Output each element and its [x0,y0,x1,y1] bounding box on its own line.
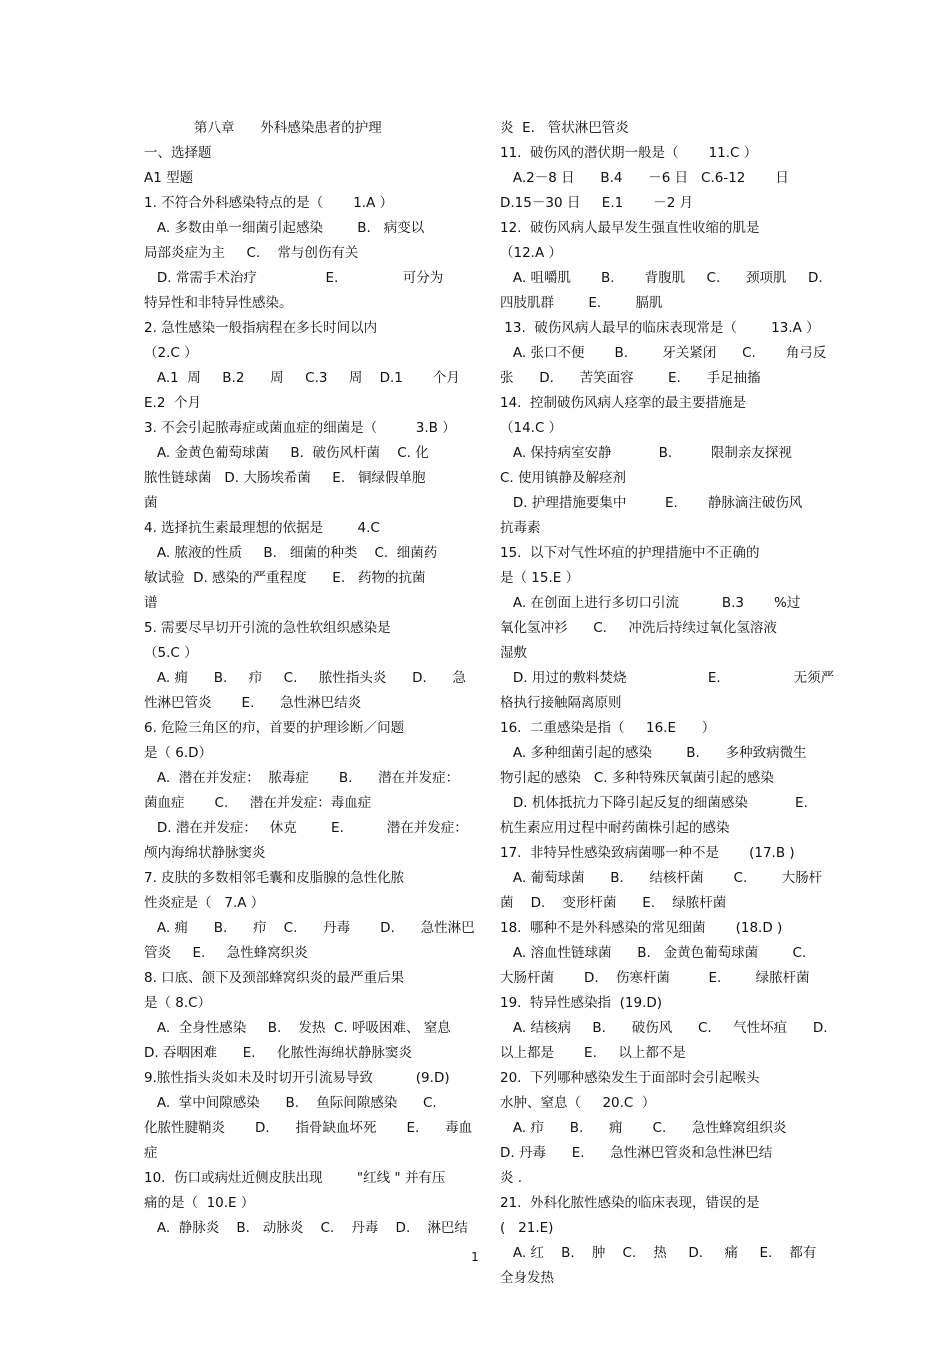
text-line: A. 多数由单一细菌引起感染 B. 病变以 [144,220,425,236]
text-line: 以上都是 E. 以上都不是 [500,1045,686,1061]
text-line: 9.脓性指头炎如未及时切开引流易导致 (9.D) [144,1070,450,1086]
text-line: 4. 选择抗生素最理想的依据是 4.C [144,520,380,536]
text-line: A. 溶血性链球菌 B. 金黄色葡萄球菌 C. [500,945,807,961]
text-line: 格执行接触隔离原则 [500,695,622,711]
text-line: D. 机体抵抗力下降引起反复的细菌感染 E. [500,795,808,811]
text-line: A. 金黄色葡萄球菌 B. 破伤风杆菌 C. 化 [144,445,429,461]
text-line: （2.C ） [144,345,198,361]
text-line: 14. 控制破伤风病人痉挛的最主要措施是 [500,395,747,411]
text-line: A. 咀嚼肌 B. 背腹肌 C. 颈项肌 D. [500,270,823,286]
text-line: 特异性和非特异性感染。 [144,295,293,311]
text-line: A. 张口不便 B. 牙关紧闭 C. 角弓反 [500,345,827,361]
text-line: 3. 不会引起脓毒症或菌血症的细菌是（ 3.B ） [144,420,456,436]
text-line: A. 掌中间隙感染 B. 鱼际间隙感染 C. [144,1095,437,1111]
text-line: 颅内海绵状静脉窦炎 [144,845,266,861]
text-line: 性淋巴管炎 E. 急性淋巴结炎 [144,695,362,711]
text-line: 菌 [144,495,158,511]
text-line: 5. 需要尽早切开引流的急性软组织感染是 [144,620,391,636]
text-line: 全身发热 [500,1270,554,1286]
text-line: 12. 破伤风病人最早发生强直性收缩的肌是 [500,220,760,236]
text-line: 大肠杆菌 D. 伤寒杆菌 E. 绿脓杆菌 [500,970,810,986]
text-line: C. 使用镇静及解痉剂 [500,470,627,486]
text-line: 物引起的感染 C. 多种特殊厌氧菌引起的感染 [500,770,774,786]
text-line: 菌 D. 变形杆菌 E. 绿脓杆菌 [500,895,727,911]
text-line: 是（ 8.C） [144,995,212,1011]
text-line: 局部炎症为主 C. 常与创伤有关 [144,245,359,261]
text-line: （5.C ） [144,645,198,661]
text-line: D. 潜在并发症： 休克 E. 潜在并发症： [144,820,468,836]
text-line: 管炎 E. 急性蜂窝织炎 [144,945,308,961]
text-line: 是（ 6.D） [144,745,213,761]
text-line: 15. 以下对气性坏疽的护理措施中不正确的 [500,545,760,561]
text-line: （14.C ） [500,420,563,436]
text-line: 脓性链球菌 D. 大肠埃希菌 E. 铜绿假单胞 [144,470,426,486]
text-line: A. 脓液的性质 B. 细菌的种类 C. 细菌药 [144,545,438,561]
text-line: 谱 [144,595,158,611]
text-line: A. 在创面上进行多切口引流 B.3 %过 [500,595,801,611]
text-line: 菌血症 C. 潜在并发症：毒血症 [144,795,372,811]
text-line: 13. 破伤风病人最早的临床表现常是（ 13.A ） [500,320,820,336]
text-line: 炎 . [500,1170,523,1186]
text-line: A. 潜在并发症： 脓毒症 B. 潜在并发症： [144,770,460,786]
text-line: 四肢肌群 E. 膈肌 [500,295,663,311]
text-line: 20. 下列哪种感染发生于面部时会引起喉头 [500,1070,760,1086]
text-line: 是（ 15.E ） [500,570,580,586]
text-line: A. 痈 B. 疖 C. 丹毒 D. 急性淋巴 [144,920,475,936]
text-line: A. 红 B. 肿 C. 热 D. 痛 E. 都有 [500,1245,817,1261]
text-line: 11. 破伤风的潜伏期一般是（ 11.C ） [500,145,758,161]
text-line: 8. 口底、颌下及颈部蜂窝织炎的最严重后果 [144,970,405,986]
text-line: 性炎症是（ 7.A ） [144,895,265,911]
text-line: 敏试验 D. 感染的严重程度 E. 药物的抗菌 [144,570,426,586]
text-line: 氧化氢冲衫 C. 冲洗后持续过氧化氢溶液 [500,620,777,636]
text-line: 10. 伤口或病灶近侧皮肤出现 "红线 " 并有压 [144,1170,446,1186]
text-line: （12.A ） [500,245,562,261]
text-line: 张 D. 苦笑面容 E. 手足抽搐 [500,370,761,386]
text-line: A. 疖 B. 痈 C. 急性蜂窝组织炎 [500,1120,787,1136]
text-line: 湿敷 [500,645,527,661]
text-line: 痛的是（ 10.E ） [144,1195,255,1211]
text-line: A.1 周 B.2 周 C.3 周 D.1 个月 [144,370,460,386]
text-line: D. 丹毒 E. 急性淋巴管炎和急性淋巴结 [500,1145,773,1161]
text-line: A. 痈 B. 疖 C. 脓性指头炎 D. 急 [144,670,467,686]
text-line: A1 型题 [144,170,194,186]
left-column [144,116,475,1241]
text-line: D. 常需手术治疗 E. 可分为 [144,270,444,286]
text-line: 一、选择题 [144,145,212,161]
text-line: 6. 危险三角区的疖，首要的护理诊断／问题 [144,720,405,736]
text-line: A. 全身性感染 B. 发热 C. 呼吸困难、 窒息 [144,1020,451,1036]
text-line: 水肿、窒息（ 20.C ） [500,1095,656,1111]
text-line: 化脓性腱鞘炎 D. 指骨缺血坏死 E. 毒血 [144,1120,473,1136]
text-line: 杭生素应用过程中耐药菌株引起的感染 [500,820,730,836]
text-line: 18. 哪种不是外科感染的常见细菌 (18.D ) [500,920,783,936]
text-line: A.2－8 日 B.4 －6 日 C.6-12 日 [500,170,789,186]
left-lines [144,141,475,1241]
text-line: 16. 二重感染是指（ 16.E ） [500,720,716,736]
page-number: 1 [471,1250,479,1264]
text-line: A. 静脉炎 B. 动脉炎 C. 丹毒 D. 淋巴结 [144,1220,468,1236]
text-line: 症 [144,1145,158,1161]
text-line: A. 多种细菌引起的感染 B. 多种致病微生 [500,745,807,761]
text-line: 7. 皮肤的多数相邻毛囊和皮脂腺的急性化脓 [144,870,405,886]
text-line: D. 护理措施要集中 E. 静脉滴注破伤风 [500,495,803,511]
chapter-title: 第八章 外科感染患者的护理 [194,120,382,136]
text-line: D. 吞咽困难 E. 化脓性海绵状静脉窦炎 [144,1045,413,1061]
text-line: 炎 E. 管状淋巴管炎 [500,120,629,136]
text-line: 1. 不符合外科感染特点的是（ 1.A ） [144,195,394,211]
text-line: E.2 个月 [144,395,201,411]
text-line: ( 21.E) [500,1220,554,1236]
text-line: 19. 特异性感染指 (19.D) [500,995,663,1011]
text-line: A. 保持病室安静 B. 限制亲友探视 [500,445,792,461]
text-line: A. 结核病 B. 破伤风 C. 气性坏疽 D. [500,1020,828,1036]
right-lines [500,116,835,1291]
text-line: D. 用过的敷料焚烧 E. 无须严 [500,670,835,686]
text-line: 2. 急性感染一般指病程在多长时间以内 [144,320,378,336]
text-line: 21. 外科化脓性感染的临床表现，错误的是 [500,1195,760,1211]
right-column [500,116,835,1291]
text-line: 17. 非特异性感染致病菌哪一种不是 (17.B ) [500,845,795,861]
text-line: A. 葡萄球菌 B. 结核杆菌 C. 大肠杆 [500,870,823,886]
text-line: 抗毒素 [500,520,541,536]
text-line: D.15－30 日 E.1 －2 月 [500,195,694,211]
